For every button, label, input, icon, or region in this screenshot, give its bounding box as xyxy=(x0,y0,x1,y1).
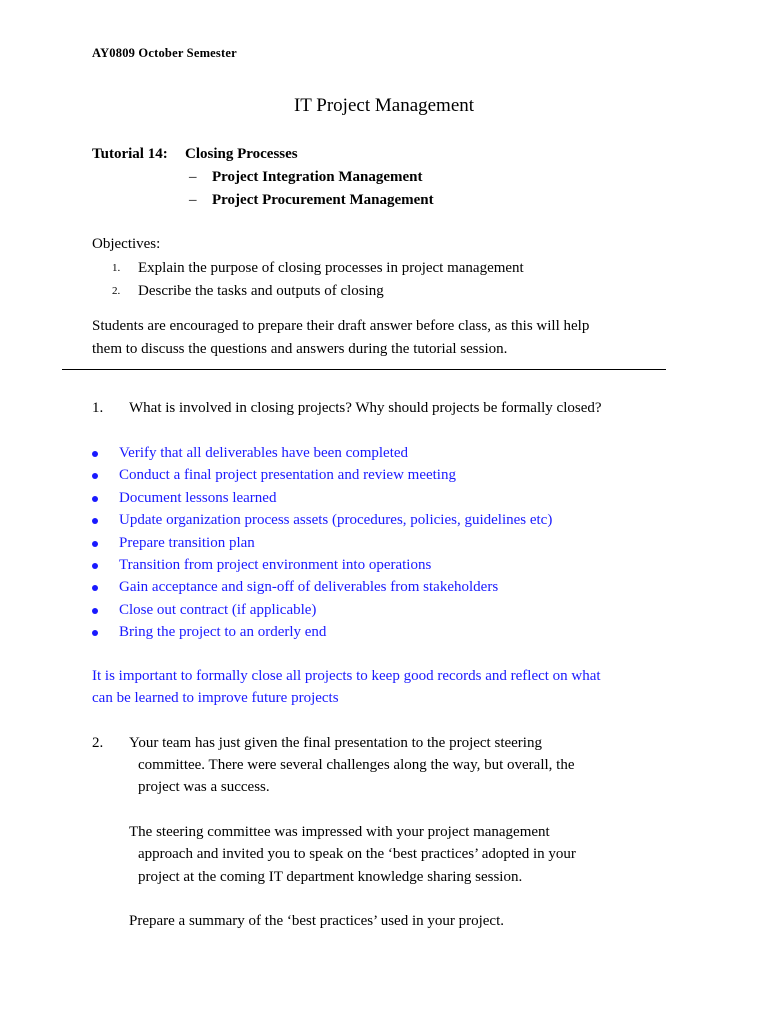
bullet-icon xyxy=(92,630,98,636)
answer-note: It is important to formally close all projects to keep good records and reflect on what xyxy=(92,668,601,684)
objective-number: 2. xyxy=(112,284,121,297)
tutorial-label: Tutorial 14: xyxy=(92,146,168,162)
question-paragraph-line: approach and invited you to speak on the ‘best practices’ adopted in your xyxy=(138,846,576,862)
subtopic-integration: Project Integration Management xyxy=(212,169,423,185)
bullet-icon xyxy=(92,496,98,502)
question-instruction: Prepare a summary of the ‘best practices’ used in your project. xyxy=(129,913,504,929)
bullet-icon xyxy=(92,563,98,569)
objective-text: Explain the purpose of closing processes in project management xyxy=(138,260,524,276)
course-header: AY0809 October Semester xyxy=(92,46,237,60)
bullet-icon xyxy=(92,451,98,457)
bullet-icon xyxy=(92,473,98,479)
question-paragraph-line: project was a success. xyxy=(138,779,270,795)
bullet-icon xyxy=(92,518,98,524)
intro-line: them to discuss the questions and answers during the tutorial session. xyxy=(92,341,508,357)
bullet-icon xyxy=(92,585,98,591)
subtopic-dash: – xyxy=(189,192,197,208)
question-text: What is involved in closing projects? Why should projects be formally closed? xyxy=(129,400,602,416)
document-title: IT Project Management xyxy=(293,95,475,116)
bullet-icon xyxy=(92,608,98,614)
question-number: 1. xyxy=(92,400,104,416)
question-paragraph-line: project at the coming IT department knowledge sharing session. xyxy=(138,869,523,885)
tutorial-topic: Closing Processes xyxy=(185,146,298,162)
objective-text: Describe the tasks and outputs of closing xyxy=(138,282,384,299)
objective-number: 1. xyxy=(112,262,121,274)
question-paragraph-line: Your team has just given the final presentation to the project steering xyxy=(129,735,542,751)
question-number: 2. xyxy=(92,735,104,751)
question-paragraph-line: committee. There were several challenges along the way, but overall, the xyxy=(138,757,575,773)
subtopic-dash: – xyxy=(189,169,197,185)
answer-note: can be learned to improve future projects xyxy=(92,690,339,706)
bullet-icon xyxy=(92,541,98,547)
intro-line: Students are encouraged to prepare their draft answer before class, as this will help xyxy=(92,318,590,334)
horizontal-divider xyxy=(62,369,666,370)
question-paragraph-line: The steering committee was impressed with your project management xyxy=(129,824,550,840)
objectives-heading: Objectives: xyxy=(92,236,161,252)
subtopic-procurement: Project Procurement Management xyxy=(212,192,434,208)
